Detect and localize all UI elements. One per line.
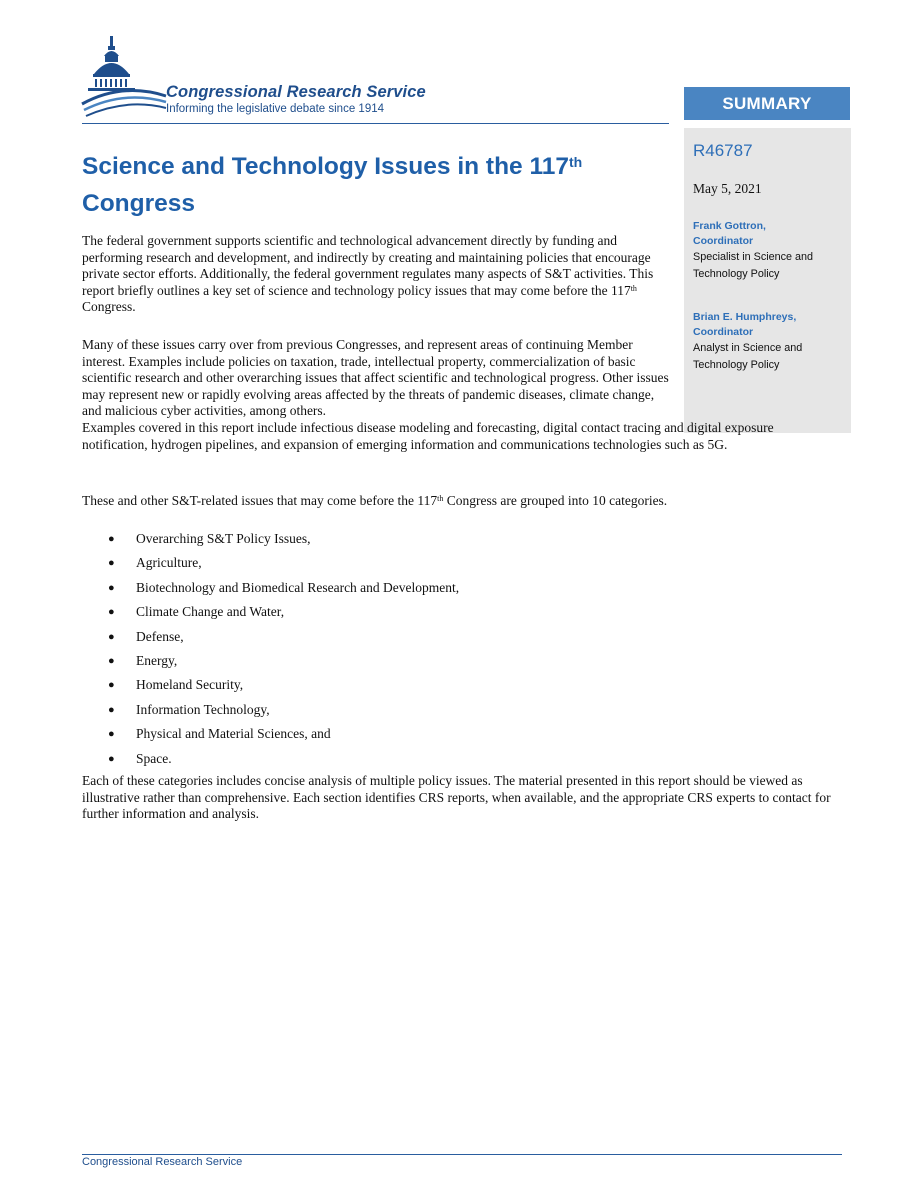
title-second-line: Congress <box>82 190 196 217</box>
superscript: th <box>630 283 637 293</box>
list-item-text: Defense, <box>136 628 184 644</box>
examples-paragraph: Examples covered in this report include infectious disease modeling and forecasting, digital contact tracing and digital exposure notification, hydrogen pipelines, and expansion of emerging information and communications technologies such as 5G. <box>82 420 774 452</box>
list-item <box>108 701 459 725</box>
bullet-icon: ● <box>108 654 115 667</box>
bullet-icon: ● <box>108 703 115 716</box>
list-item-text: Biotechnology and Biomedical Research and Development, <box>136 579 460 595</box>
title-main: Science and Technology Issues in the 117 <box>82 153 569 180</box>
org-name: Congressional Research Service <box>166 83 426 101</box>
footer-text: Congressional Research Service <box>82 1156 243 1168</box>
org-tagline: Informing the legislative debate since 1914 <box>166 103 385 115</box>
list-item <box>108 652 459 676</box>
bullet-icon: ● <box>108 606 115 619</box>
closing-paragraph: Each of these categories includes concise analysis of multiple policy issues. The material presented in this report should be viewed as illustrative rather than comprehensive. Each section identifies CRS reports, when available, and the appropriate CRS experts to contact for further information and analysis. <box>82 773 831 822</box>
categories-intro <box>82 493 842 510</box>
author-block <box>693 219 843 283</box>
bullet-icon: ● <box>108 533 115 545</box>
author-role: Coordinator <box>693 326 754 338</box>
paragraph-text: Congress. <box>82 299 136 315</box>
list-item <box>108 725 459 749</box>
list-item <box>108 603 459 627</box>
list-item-text: Energy, <box>136 652 178 668</box>
author-title: Technology Policy <box>693 359 780 371</box>
author-title: Technology Policy <box>693 268 780 280</box>
paragraph-text: Congress are grouped into 10 categories. <box>443 493 668 508</box>
list-item <box>108 676 459 700</box>
bullet-icon: ● <box>108 557 115 570</box>
list-item-text: Homeland Security, <box>136 677 244 693</box>
summary-banner: SUMMARY <box>684 87 850 120</box>
title-superscript: th <box>569 154 583 170</box>
list-item <box>108 750 459 774</box>
bullet-icon: ● <box>108 679 115 692</box>
intro-paragraph <box>82 233 667 316</box>
list-item <box>108 530 459 554</box>
list-item-text: Agriculture, <box>136 555 202 571</box>
issues-paragraph: Many of these issues carry over from previous Congresses, and represent areas of continuing Member interest. Examples include policies on taxation, trade, intellectual property, commercialization of basic scientific research and other overarching issues that affect scientific and technological progress. Other issues may represent new or rapidly evolving areas affected by the threats of pandemic diseases, climate change, and malicious cyber activities, among others. <box>82 337 669 419</box>
bullet-icon: ● <box>108 630 115 643</box>
bullet-icon: ● <box>108 728 115 741</box>
author-role: Coordinator <box>693 235 754 247</box>
list-item-text: Space. <box>136 750 172 766</box>
footer-divider <box>82 1154 842 1155</box>
superscript: th <box>437 494 444 503</box>
list-item-text: Overarching S&T Policy Issues, <box>136 531 311 546</box>
bullet-icon: ● <box>108 581 115 594</box>
list-item-text: Climate Change and Water, <box>136 604 285 620</box>
category-list <box>108 530 459 774</box>
list-item <box>108 579 459 603</box>
paragraph-text: The federal government supports scientific and technological advancement directly by funding and performing research and development, and indirectly by creating and maintaining policies that encourage private sector efforts. Additionally, the federal government regulates many aspects of S&T activities. This report briefly outlines a key set of science and technology policy issues that may come before the 117 <box>82 233 654 298</box>
capitol-dome-logo-icon <box>80 34 170 124</box>
author-block <box>693 310 843 374</box>
list-item <box>108 554 459 578</box>
paragraph-text: These and other S&T-related issues that may come before the 117 <box>82 493 438 508</box>
page-title <box>82 148 642 222</box>
author-title: Analyst in Science and <box>693 342 803 354</box>
author-name: Frank Gottron, <box>693 220 766 232</box>
header-divider <box>82 123 669 124</box>
bullet-icon: ● <box>108 752 115 765</box>
list-item-text: Physical and Material Sciences, and <box>136 726 331 742</box>
author-title: Specialist in Science and <box>693 251 814 263</box>
list-item-text: Information Technology, <box>136 701 270 717</box>
report-date: May 5, 2021 <box>693 181 762 196</box>
report-id: R46787 <box>693 141 753 160</box>
author-name: Brian E. Humphreys, <box>693 311 797 323</box>
list-item <box>108 628 459 652</box>
